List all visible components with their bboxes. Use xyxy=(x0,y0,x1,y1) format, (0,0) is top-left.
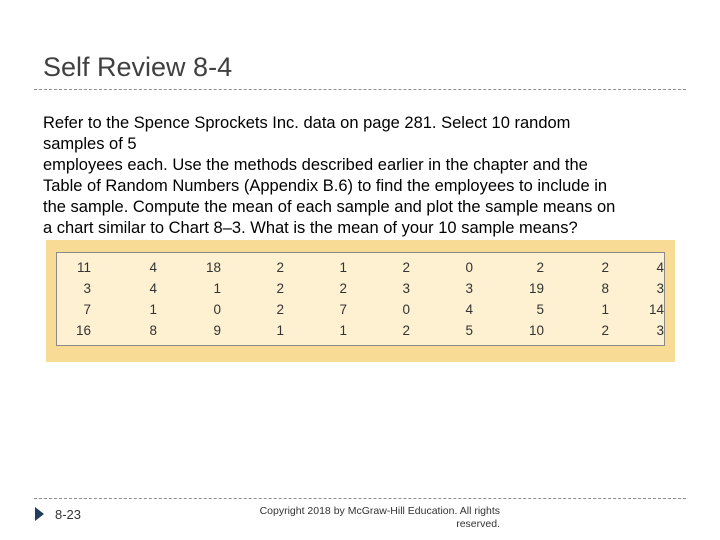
table-cell: 4 xyxy=(149,260,157,275)
page-number: 8-23 xyxy=(55,507,82,522)
table-row xyxy=(57,257,664,278)
table-cell: 2 xyxy=(601,260,609,275)
body-line: the sample. Compute the mean of each sample and plot the sample means on xyxy=(43,198,616,216)
body-line: Table of Random Numbers (Appendix B.6) to find the employees to include in xyxy=(43,177,608,195)
table-cell: 11 xyxy=(76,260,91,275)
body-line: employees each. Use the methods described earlier in the chapter and the xyxy=(43,156,588,174)
table-cell: 2 xyxy=(276,281,284,296)
table-cell: 14 xyxy=(648,302,664,317)
copyright-line: reserved. xyxy=(456,518,500,530)
body-line: samples of 5 xyxy=(43,135,137,153)
table-cell: 1 xyxy=(601,302,609,317)
table-cell: 5 xyxy=(536,302,544,317)
table-cell: 3 xyxy=(656,281,664,296)
footer-divider xyxy=(34,498,686,499)
table-cell: 4 xyxy=(656,260,664,275)
copyright-line: Copyright 2018 by McGraw-Hill Education. All rights xyxy=(259,505,500,517)
table-cell: 0 xyxy=(213,302,221,317)
slide-title: Self Review 8-4 xyxy=(43,52,233,82)
table-cell: 3 xyxy=(402,281,410,296)
table-cell: 2 xyxy=(339,281,347,296)
table-cell: 0 xyxy=(465,260,473,275)
table-cell: 2 xyxy=(402,260,410,275)
table-cell: 2 xyxy=(601,323,609,338)
table-cell: 16 xyxy=(75,323,91,338)
table-cell: 3 xyxy=(83,281,91,296)
table-cell: 8 xyxy=(601,281,609,296)
table-cell: 1 xyxy=(339,260,347,275)
table-cell: 4 xyxy=(149,281,157,296)
data-table-box xyxy=(56,252,665,346)
table-cell: 10 xyxy=(528,323,544,338)
slide-body-text xyxy=(43,113,683,239)
table-cell: 2 xyxy=(276,260,284,275)
table-row xyxy=(57,299,664,320)
table-cell: 7 xyxy=(83,302,91,317)
body-line: Refer to the Spence Sprockets Inc. data on page 281. Select 10 random xyxy=(43,114,571,132)
table-cell: 1 xyxy=(149,302,157,317)
body-line: a chart similar to Chart 8–3. What is the mean of your 10 sample means? xyxy=(43,219,578,237)
table-cell: 8 xyxy=(149,323,157,338)
table-cell: 2 xyxy=(276,302,284,317)
table-cell: 4 xyxy=(465,302,473,317)
table-cell: 7 xyxy=(339,302,347,317)
data-table xyxy=(57,257,664,341)
table-row xyxy=(57,320,664,341)
table-cell: 3 xyxy=(465,281,473,296)
table-cell: 2 xyxy=(402,323,410,338)
table-cell: 5 xyxy=(465,323,473,338)
table-cell: 19 xyxy=(528,281,544,296)
copyright-notice xyxy=(215,505,500,531)
arrow-right-icon xyxy=(35,507,44,521)
data-panel xyxy=(46,240,675,362)
table-row xyxy=(57,278,664,299)
title-divider xyxy=(34,89,686,90)
table-cell: 2 xyxy=(536,260,544,275)
table-cell: 18 xyxy=(205,260,221,275)
table-cell: 1 xyxy=(213,281,221,296)
table-cell: 1 xyxy=(339,323,347,338)
table-cell: 1 xyxy=(276,323,284,338)
table-cell: 3 xyxy=(656,323,664,338)
table-cell: 0 xyxy=(402,302,410,317)
table-cell: 9 xyxy=(213,323,221,338)
